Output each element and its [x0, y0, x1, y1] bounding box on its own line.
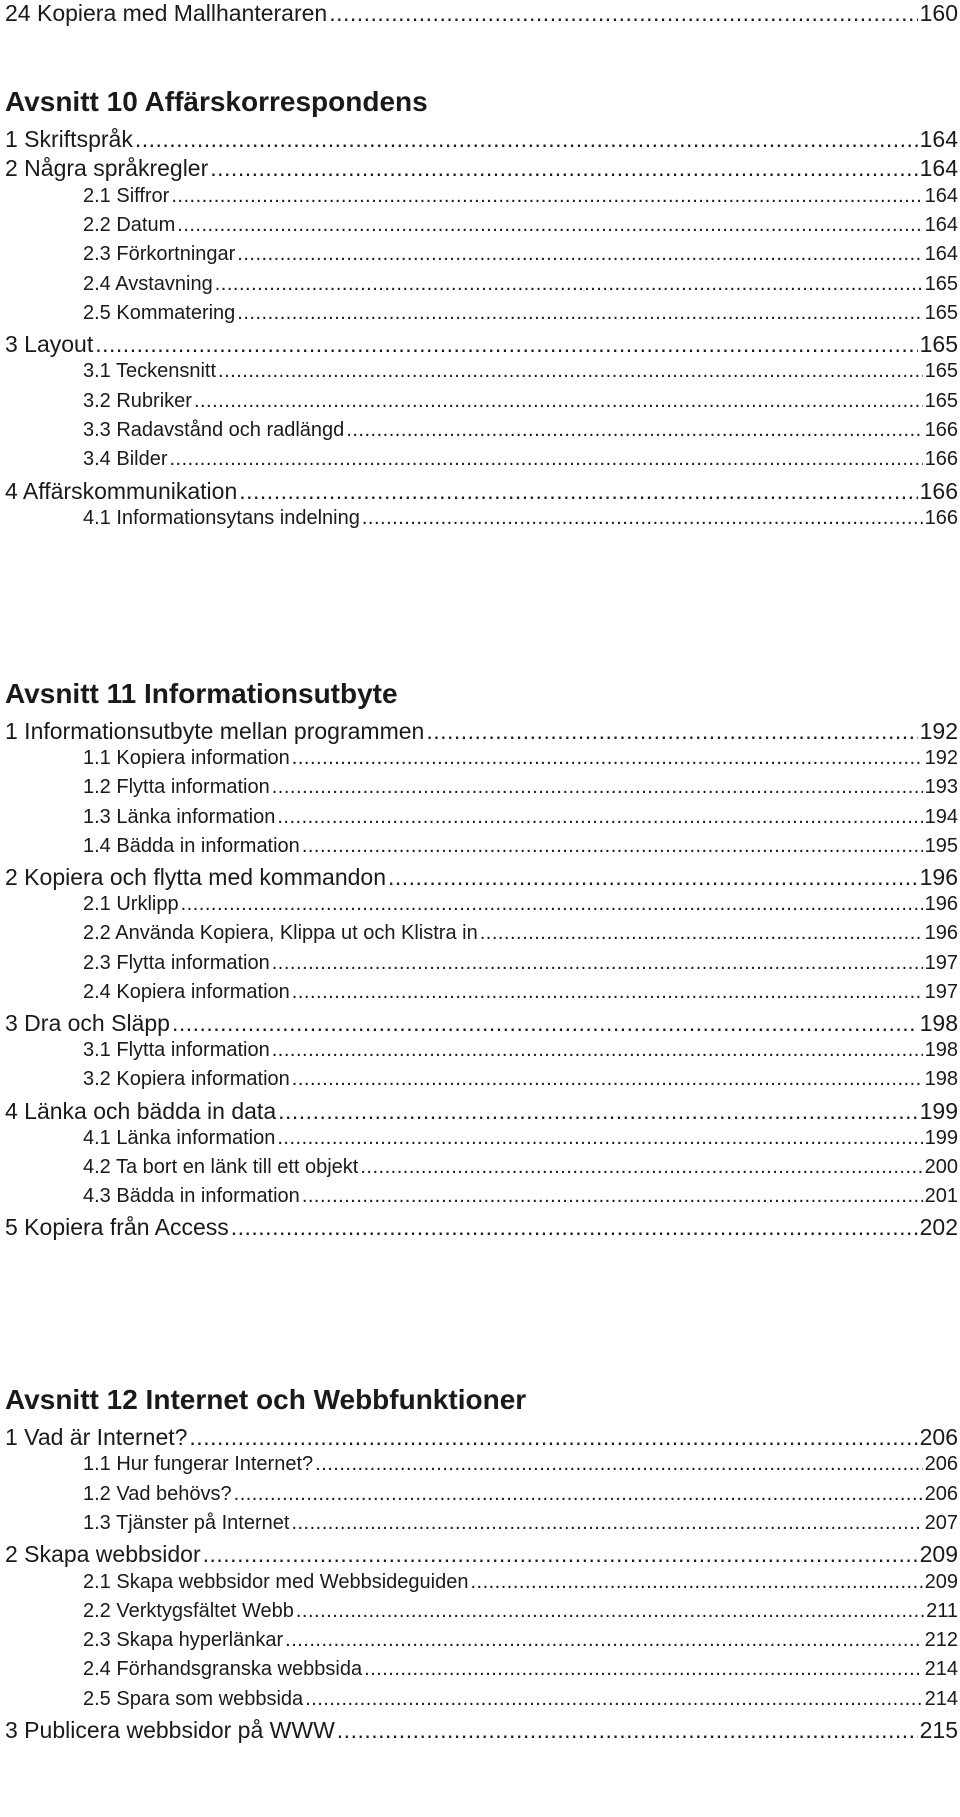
toc-entry-top — [5, 0, 958, 27]
dot-leader — [277, 1127, 922, 1150]
dot-leader — [210, 155, 917, 182]
toc-entry-page: 196 — [924, 893, 958, 916]
toc-entry-subsection — [83, 952, 958, 975]
toc-entry-page: 207 — [924, 1511, 958, 1534]
toc-entry-chapter — [5, 1098, 958, 1125]
dot-leader — [239, 478, 917, 505]
toc-entry-page: 196 — [919, 864, 958, 890]
toc-entry-page: 201 — [924, 1185, 958, 1208]
dot-leader — [302, 835, 923, 858]
toc-entry-page: 206 — [924, 1453, 958, 1476]
toc-entry-subsection — [83, 835, 958, 858]
toc-entry-title: 2.5 Spara som webbsida — [83, 1687, 304, 1710]
dot-leader — [292, 1068, 923, 1091]
toc-entry-subsection — [83, 1068, 958, 1091]
toc-entry-title: 2.1 Siffror — [83, 184, 170, 207]
toc-entry-page: 166 — [919, 477, 958, 504]
toc-entry-subsection — [83, 1600, 958, 1623]
toc-entry-chapter — [5, 1214, 958, 1241]
toc-entry-title: 1.4 Bädda in information — [83, 834, 300, 857]
dot-leader — [470, 1571, 922, 1594]
toc-entry-page: 206 — [919, 1424, 958, 1450]
dot-leader — [426, 718, 917, 745]
toc-entry-page: 195 — [924, 834, 958, 857]
toc-entry-title: 2.2 Använda Kopiera, Klippa ut och Klistra in — [83, 922, 478, 945]
toc-entry-page: 165 — [924, 301, 958, 324]
toc-entry-page: 209 — [919, 1541, 958, 1568]
dot-leader — [177, 214, 922, 237]
toc-entry-title: 1.2 Flytta information — [83, 776, 270, 799]
toc-entry-subsection — [83, 893, 958, 916]
toc-entry-page: 196 — [924, 922, 958, 945]
toc-entry-chapter — [5, 1541, 958, 1568]
toc-entry-title: 1.1 Kopiera information — [83, 747, 290, 770]
dot-leader — [296, 1600, 924, 1623]
dot-leader — [388, 864, 918, 891]
toc-entry-page: 192 — [924, 747, 958, 770]
toc-entry-title: 3.1 Flytta information — [83, 1039, 270, 1062]
toc-entry-subsection — [83, 922, 958, 945]
toc-entry-title: 3.2 Rubriker — [83, 389, 192, 412]
toc-entry-page: 206 — [924, 1482, 958, 1505]
toc-entry-chapter — [5, 1424, 958, 1451]
section-heading: Avsnitt 12 Internet och Webbfunktioner — [5, 1384, 527, 1415]
toc-entry-subsection — [83, 806, 958, 829]
dot-leader — [194, 390, 923, 413]
toc-entry-subsection — [83, 185, 958, 208]
dot-leader — [234, 1483, 923, 1506]
toc-entry-page: 194 — [924, 805, 958, 828]
toc-entry-title: 3.3 Radavstånd och radlängd — [83, 419, 345, 441]
toc-entry-title: 3 Dra och Släpp — [5, 1010, 170, 1036]
toc-entry-subsection — [83, 1185, 958, 1208]
toc-entry-title: 2.5 Kommatering — [83, 301, 236, 324]
toc-entry-title: 1 Vad är Internet? — [5, 1424, 188, 1450]
toc-entry-title: 2.3 Förkortningar — [83, 243, 236, 266]
toc-entry-subsection — [83, 507, 958, 530]
toc-entry-page: 214 — [924, 1658, 958, 1681]
toc-entry-page: 164 — [919, 126, 958, 152]
dot-leader — [364, 1658, 923, 1681]
toc-entry-title: 2.4 Förhandsgranska webbsida — [83, 1658, 363, 1681]
toc-entry-subsection — [83, 302, 958, 325]
toc-entry-title: 3.1 Teckensnitt — [83, 360, 217, 383]
toc-entry-title: 1.3 Länka information — [83, 805, 276, 828]
dot-leader — [170, 448, 923, 471]
toc-entry-page: 165 — [924, 272, 958, 295]
dot-leader — [203, 1541, 918, 1568]
toc-entry-chapter — [5, 1010, 958, 1037]
toc-entry-title: 3 Publicera webbsidor på WWW — [5, 1717, 335, 1743]
dot-leader — [292, 747, 923, 770]
toc-entry-subsection — [83, 448, 958, 471]
toc-entry-page: 198 — [924, 1068, 958, 1091]
toc-entry-subsection — [83, 1629, 958, 1652]
toc-entry-chapter — [5, 331, 958, 358]
toc-entry-title: 2.2 Datum — [83, 213, 176, 236]
dot-leader — [329, 0, 917, 27]
toc-entry-title: 2.1 Skapa webbsidor med Webbsideguiden — [83, 1570, 469, 1593]
toc-entry-title: 4 Affärskommunikation — [5, 477, 238, 504]
toc-entry-chapter — [5, 478, 958, 505]
toc-entry-title: 2.4 Avstavning — [83, 272, 213, 295]
dot-leader — [171, 185, 922, 208]
toc-entry-page: 211 — [926, 1599, 958, 1622]
dot-leader — [218, 360, 923, 383]
toc-entry-title: 1.1 Hur fungerar Internet? — [83, 1453, 314, 1476]
toc-entry-subsection — [83, 1156, 958, 1179]
toc-entry-subsection — [83, 1127, 958, 1150]
toc-entry-subsection — [83, 419, 958, 442]
toc-entry-page: 197 — [924, 951, 958, 974]
toc-entry-subsection — [83, 273, 958, 296]
dot-leader — [346, 419, 922, 442]
toc-entry-page: 209 — [924, 1570, 958, 1593]
toc-entry-page: 215 — [919, 1717, 958, 1743]
dot-leader — [278, 1098, 918, 1125]
toc-entry-subsection — [83, 1571, 958, 1594]
toc-entry-chapter — [5, 155, 958, 182]
toc-entry-page: 166 — [924, 506, 958, 529]
toc-entry-title: 2.3 Flytta information — [83, 951, 270, 974]
toc-entry-page: 198 — [919, 1010, 958, 1036]
toc-entry-page: 192 — [919, 718, 958, 744]
dot-leader — [305, 1688, 922, 1711]
toc-entry-page: 160 — [919, 0, 958, 26]
toc-entry-page: 166 — [924, 448, 958, 471]
toc-entry-subsection — [83, 981, 958, 1004]
toc-entry-title: 24 Kopiera med Mallhanteraren — [5, 0, 328, 26]
toc-entry-subsection — [83, 747, 958, 770]
section-heading: Avsnitt 10 Affärskorrespondens — [5, 86, 428, 117]
toc-entry-page: 193 — [924, 776, 958, 799]
toc-entry-title: 4.2 Ta bort en länk till ett objekt — [83, 1156, 359, 1178]
toc-entry-title: 4.3 Bädda in information — [83, 1185, 300, 1208]
toc-entry-title: 4 Länka och bädda in data — [5, 1097, 277, 1124]
dot-leader — [277, 806, 922, 829]
toc-entry-chapter — [5, 718, 958, 745]
dot-leader — [237, 243, 922, 266]
toc-entry-title: 3.2 Kopiera information — [83, 1068, 290, 1091]
dot-leader — [285, 1629, 922, 1652]
dot-leader — [135, 126, 918, 153]
dot-leader — [172, 1010, 918, 1037]
toc-entry-page: 214 — [924, 1687, 958, 1710]
dot-leader — [272, 776, 923, 799]
dot-leader — [95, 331, 917, 358]
toc-entry-title: 2.2 Verktygsfältet Webb — [83, 1599, 294, 1622]
toc-entry-chapter — [5, 864, 958, 891]
toc-entry-subsection — [83, 1658, 958, 1681]
toc-entry-subsection — [83, 1483, 958, 1506]
dot-leader — [480, 922, 923, 945]
toc-entry-page: 212 — [924, 1629, 958, 1652]
toc-entry-page: 166 — [924, 419, 958, 441]
dot-leader — [181, 893, 923, 916]
dot-leader — [237, 302, 922, 325]
toc-entry-subsection — [83, 360, 958, 383]
toc-entry-page: 165 — [924, 360, 958, 383]
toc-entry-subsection — [83, 390, 958, 413]
section-heading: Avsnitt 11 Informationsutbyte — [5, 678, 398, 709]
toc-entry-subsection — [83, 776, 958, 799]
toc-entry-title: 1.2 Vad behövs? — [83, 1482, 232, 1505]
toc-entry-title: 1.3 Tjänster på Internet — [83, 1511, 290, 1534]
toc-entry-page: 165 — [919, 331, 958, 358]
dot-leader — [272, 1039, 923, 1062]
dot-leader — [215, 273, 923, 296]
dot-leader — [337, 1717, 918, 1744]
toc-entry-title: 2 Kopiera och flytta med kommandon — [5, 864, 386, 890]
dot-leader — [292, 981, 923, 1004]
toc-entry-page: 197 — [924, 980, 958, 1003]
toc-entry-page: 199 — [924, 1126, 958, 1149]
toc-entry-title: 1 Informationsutbyte mellan programmen — [5, 718, 425, 744]
toc-entry-subsection — [83, 1512, 958, 1535]
dot-leader — [189, 1424, 917, 1451]
toc-entry-title: 4.1 Informationsytans indelning — [83, 506, 360, 529]
toc-entry-page: 164 — [924, 184, 958, 207]
dot-leader — [291, 1512, 922, 1535]
dot-leader — [315, 1453, 922, 1476]
dot-leader — [272, 952, 923, 975]
toc-entry-title: 2.1 Urklipp — [83, 893, 179, 916]
dot-leader — [231, 1214, 918, 1241]
toc-entry-subsection — [83, 1688, 958, 1711]
toc-entry-title: 4.1 Länka information — [83, 1126, 276, 1149]
toc-entry-page: 199 — [919, 1097, 958, 1124]
toc-entry-title: 2.4 Kopiera information — [83, 980, 290, 1003]
toc-entry-subsection — [83, 1453, 958, 1476]
toc-entry-chapter — [5, 1717, 958, 1744]
toc-entry-title: 2 Några språkregler — [5, 155, 209, 182]
dot-leader — [360, 1156, 922, 1179]
toc-entry-title: 3.4 Bilder — [83, 448, 168, 471]
toc-entry-title: 1 Skriftspråk — [5, 126, 133, 152]
toc-entry-page: 164 — [919, 155, 958, 182]
toc-entry-subsection — [83, 214, 958, 237]
toc-entry-page: 200 — [924, 1156, 958, 1178]
toc-entry-title: 2.3 Skapa hyperlänkar — [83, 1629, 284, 1652]
toc-entry-title: 2 Skapa webbsidor — [5, 1541, 201, 1568]
toc-entry-subsection — [83, 243, 958, 266]
dot-leader — [362, 507, 923, 530]
toc-entry-page: 202 — [919, 1214, 958, 1241]
toc-entry-subsection — [83, 1039, 958, 1062]
toc-entry-page: 164 — [924, 213, 958, 236]
toc-entry-page: 198 — [924, 1039, 958, 1062]
toc-entry-page: 164 — [924, 243, 958, 266]
toc-entry-chapter — [5, 126, 958, 153]
dot-leader — [302, 1185, 923, 1208]
toc-entry-title: 5 Kopiera från Access — [5, 1214, 229, 1241]
toc-entry-title: 3 Layout — [5, 331, 94, 358]
toc-entry-page: 165 — [924, 389, 958, 412]
